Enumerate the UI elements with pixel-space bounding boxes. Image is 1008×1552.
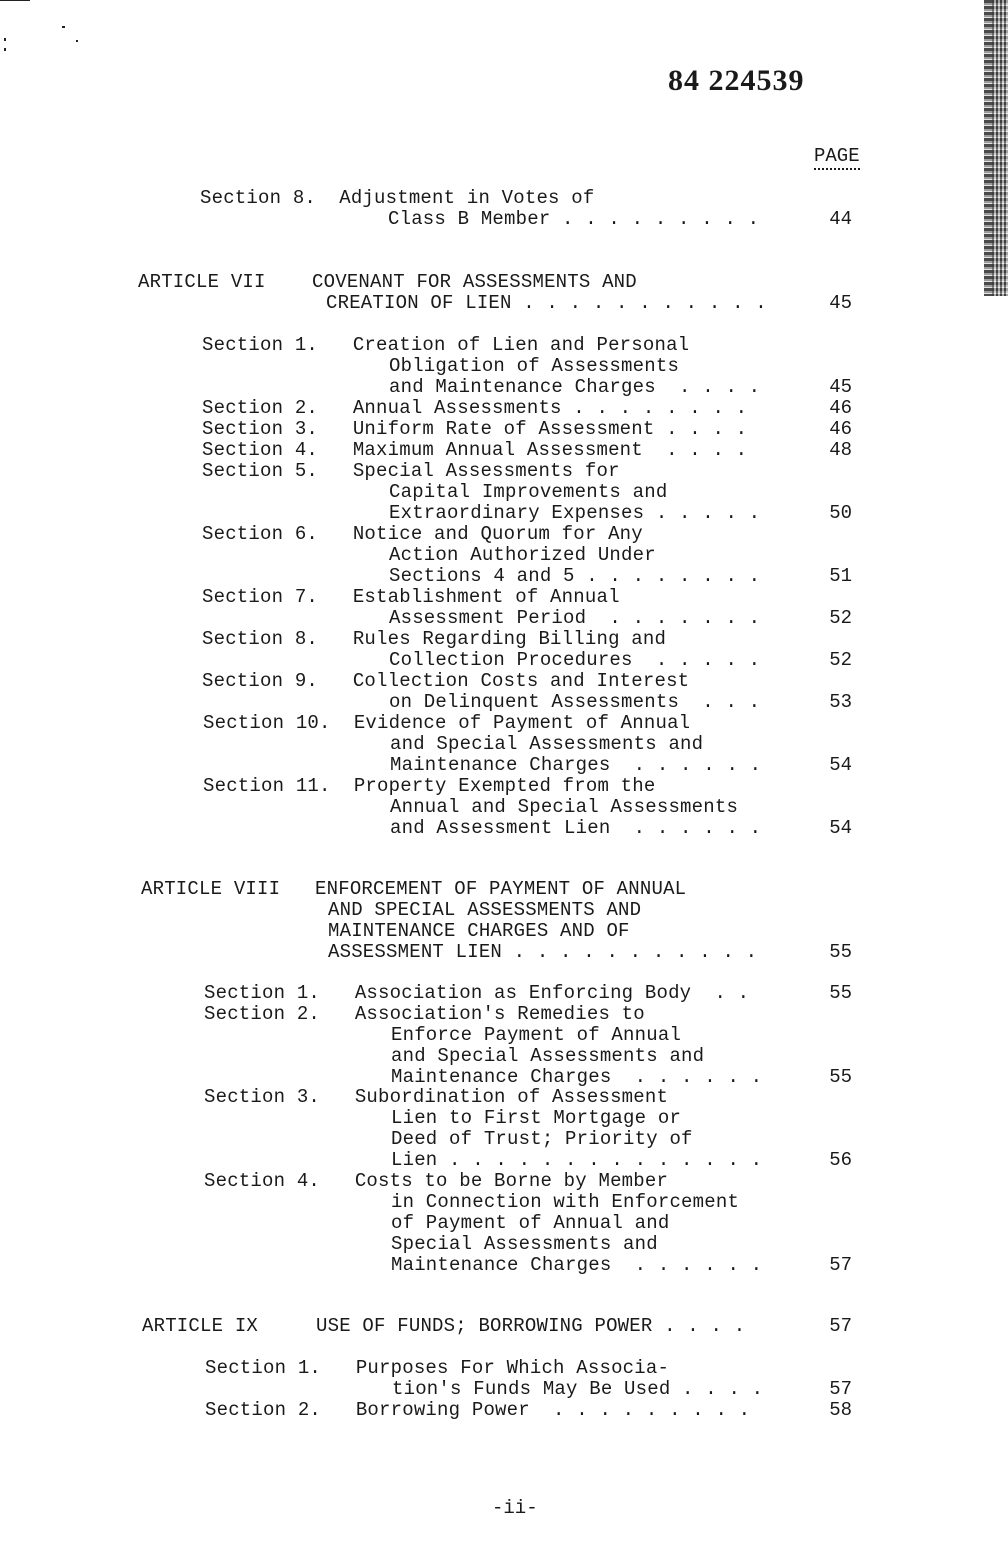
toc-page-number: 56 [829,1149,852,1171]
toc-line: ARTICLE VIII ENFORCEMENT OF PAYMENT OF ANNUAL [141,878,687,900]
toc-line: Maintenance Charges . . . . . . [390,754,762,776]
toc-page-number: 46 [829,397,852,419]
toc-line: Extraordinary Expenses . . . . . [389,502,761,524]
toc-line: Section 6. Notice and Quorum for Any [202,523,643,545]
toc-line: and Special Assessments and [391,1045,705,1067]
toc-line: MAINTENANCE CHARGES AND OF [328,920,630,942]
toc-page-number: 54 [829,754,852,776]
toc-page-number: 52 [829,649,852,671]
toc-page-number: 51 [829,565,852,587]
scan-binding-edge [984,0,1008,296]
toc-page-number: 45 [829,292,852,314]
toc-line: Section 8. Adjustment in Votes of [200,187,595,209]
toc-line: Section 2. Annual Assessments . . . . . . . . [202,397,748,419]
toc-line: Section 1. Association as Enforcing Body . . [204,982,750,1004]
toc-page-number: 57 [829,1315,852,1337]
toc-line: Action Authorized Under [389,544,656,566]
toc-line: of Payment of Annual and [391,1212,670,1234]
toc-line: Maintenance Charges . . . . . . [391,1254,763,1276]
toc-line: on Delinquent Assessments . . . [389,691,761,713]
toc-line: ASSESSMENT LIEN . . . . . . . . . . . [328,941,758,963]
toc-line: Section 3. Subordination of Assessment [204,1086,669,1108]
toc-line: CREATION OF LIEN . . . . . . . . . . . [326,292,767,314]
toc-page-number: 48 [829,439,852,461]
toc-line: ARTICLE IX USE OF FUNDS; BORROWING POWER . . . . [142,1315,746,1337]
toc-line: Class B Member . . . . . . . . . [388,208,760,230]
toc-line: Sections 4 and 5 . . . . . . . . [389,565,761,587]
toc-line: Section 3. Uniform Rate of Assessment . . . . [202,418,748,440]
toc-page-number: 53 [829,691,852,713]
toc-page-number: 50 [829,502,852,524]
toc-line: Capital Improvements and [389,481,668,503]
toc-line: Deed of Trust; Priority of [391,1128,693,1150]
toc-line: Section 2. Association's Remedies to [204,1003,645,1025]
toc-page-number: 52 [829,607,852,629]
toc-line: Section 10. Evidence of Payment of Annual [203,712,691,734]
toc-page-number: 55 [829,1066,852,1088]
toc-line: Section 2. Borrowing Power . . . . . . . . . [205,1399,751,1421]
scan-speck [4,38,6,41]
toc-line: in Connection with Enforcement [391,1191,740,1213]
toc-line: Section 9. Collection Costs and Interest [202,670,690,692]
toc-page-number: 54 [829,817,852,839]
toc-line: Section 1. Purposes For Which Associa- [205,1357,670,1379]
document-number: 84 224539 [668,64,805,97]
toc-line: Special Assessments and [391,1233,658,1255]
toc-page-number: 57 [829,1254,852,1276]
scan-speck [62,26,65,28]
toc-line: tion's Funds May Be Used . . . . [392,1378,764,1400]
toc-line: Section 4. Maximum Annual Assessment . . . . [202,439,748,461]
toc-line: Section 8. Rules Regarding Billing and [202,628,667,650]
page-footer-number: -ii- [492,1497,538,1519]
toc-line: Lien . . . . . . . . . . . . . . [391,1149,763,1171]
toc-page-number: 55 [829,982,852,1004]
toc-line: Section 11. Property Exempted from the [203,775,656,797]
scan-speck [76,40,78,42]
toc-page-number: 46 [829,418,852,440]
toc-line: Annual and Special Assessments [390,796,739,818]
toc-page-number: 55 [829,941,852,963]
toc-line: Assessment Period . . . . . . . [389,607,761,629]
toc-line: Maintenance Charges . . . . . . [391,1066,763,1088]
toc-line: Section 1. Creation of Lien and Personal [202,334,690,356]
toc-line: Section 7. Establishment of Annual [202,586,620,608]
toc-line: Obligation of Assessments [389,355,680,377]
toc-page-number: 58 [829,1399,852,1421]
toc-line: Enforce Payment of Annual [391,1024,682,1046]
toc-line: Section 4. Costs to be Borne by Member [204,1170,669,1192]
scan-speck [4,48,6,51]
toc-line: Collection Procedures . . . . . [389,649,761,671]
toc-page-number: 45 [829,376,852,398]
toc-line: ARTICLE VII COVENANT FOR ASSESSMENTS AND [138,271,637,293]
toc-line: Section 5. Special Assessments for [202,460,620,482]
toc-line: and Special Assessments and [390,733,704,755]
toc-line: and Maintenance Charges . . . . [389,376,761,398]
toc-line: and Assessment Lien . . . . . . [390,817,762,839]
toc-page-number: 57 [829,1378,852,1400]
toc-line: Lien to First Mortgage or [391,1107,682,1129]
toc-page-number: 44 [829,208,852,230]
toc-line: AND SPECIAL ASSESSMENTS AND [328,899,642,921]
page-column-header: PAGE [814,145,860,167]
scan-speck [0,0,30,1]
